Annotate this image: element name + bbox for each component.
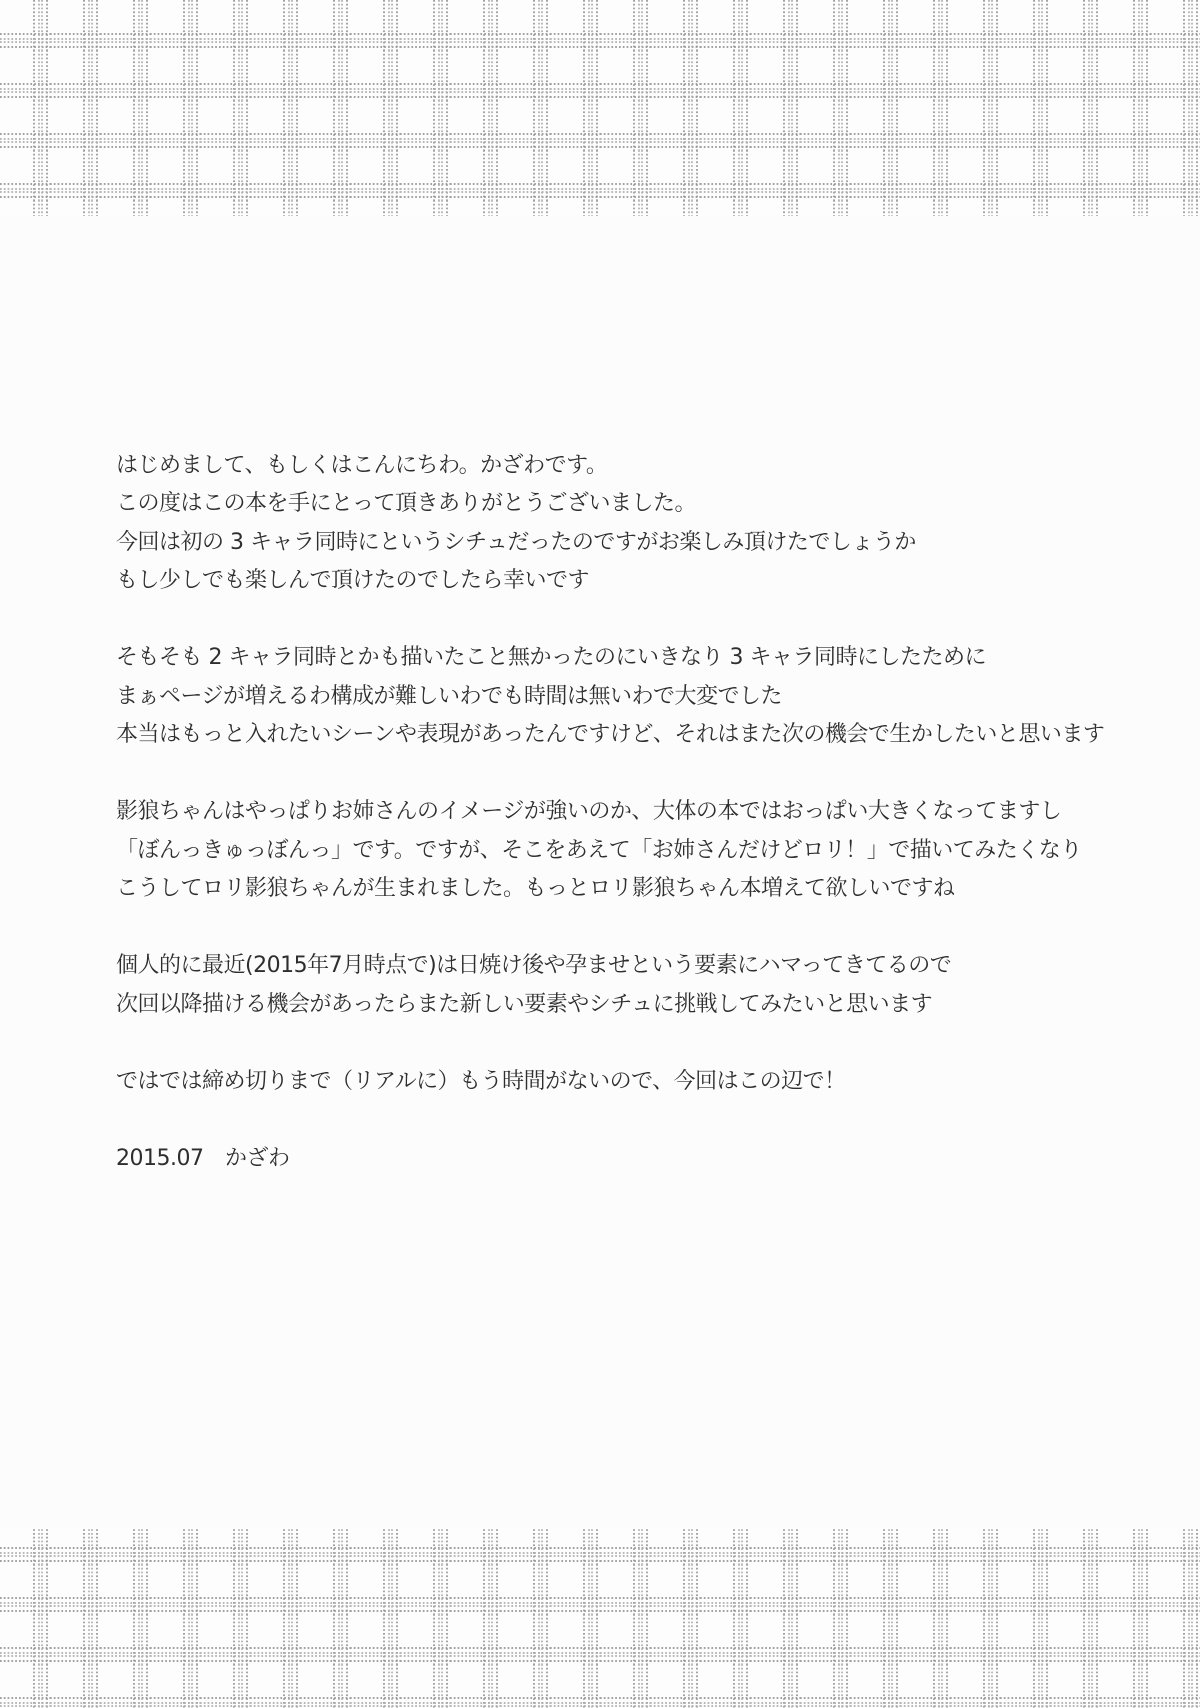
- plaid-pattern-bottom: [0, 1528, 1200, 1708]
- paragraph-greeting: [116, 444, 1160, 598]
- paragraph-production-notes: [116, 637, 1160, 753]
- text-line: 次回以降描ける機会があったらまた新しい要素やシチュに挑戦してみたいと思います: [116, 991, 933, 1017]
- text-line: はじめまして、もしくはこんにちわ。かざわです。: [116, 452, 608, 478]
- paragraph-character-notes: [116, 791, 1160, 907]
- text-line: この度はこの本を手にとって頂きありがとうございました。: [116, 491, 697, 517]
- text-line: 個人的に最近(2015年7月時点で)は日焼け後や孕ませという要素にハマってきてるので: [116, 953, 952, 979]
- afterword-text: [116, 444, 1160, 1176]
- text-line: 本当はもっと入れたいシーンや表現があったんですけど、それはまた次の機会で生かしたいと思います: [116, 722, 1105, 748]
- text-line: まぁページが増えるわ構成が難しいわでも時間は無いわで大変でした: [116, 683, 783, 709]
- signature-block: [116, 1137, 1160, 1176]
- text-line: 影狼ちゃんはやっぱりお姉さんのイメージが強いのか、大体の本ではおっぱい大きくなってますし: [116, 799, 1062, 825]
- signature-line: 2015.07 かざわ: [116, 1145, 290, 1171]
- text-line: 「ぼんっきゅっぼんっ」です。ですが、そこをあえて「お姉さんだけどロリ！」で描いてみたくなり: [116, 837, 1082, 863]
- text-line: ではでは締め切りまで（リアルに）もう時間がないので、今回はこの辺で！: [116, 1068, 846, 1094]
- plaid-pattern-top: [0, 0, 1200, 216]
- paragraph-future-plans: [116, 945, 1160, 1022]
- text-line: もし少しでも楽しんで頂けたのでしたら幸いです: [116, 568, 590, 594]
- text-line: 今回は初の 3 キャラ同時にというシチュだったのですがお楽しみ頂けたでしょうか: [116, 529, 916, 555]
- paragraph-closing: [116, 1060, 1160, 1099]
- text-line: こうしてロリ影狼ちゃんが生まれました。もっとロリ影狼ちゃん本増えて欲しいですね: [116, 876, 955, 902]
- text-line: そもそも 2 キャラ同時とかも描いたこと無かったのにいきなり 3 キャラ同時にしたために: [116, 645, 986, 671]
